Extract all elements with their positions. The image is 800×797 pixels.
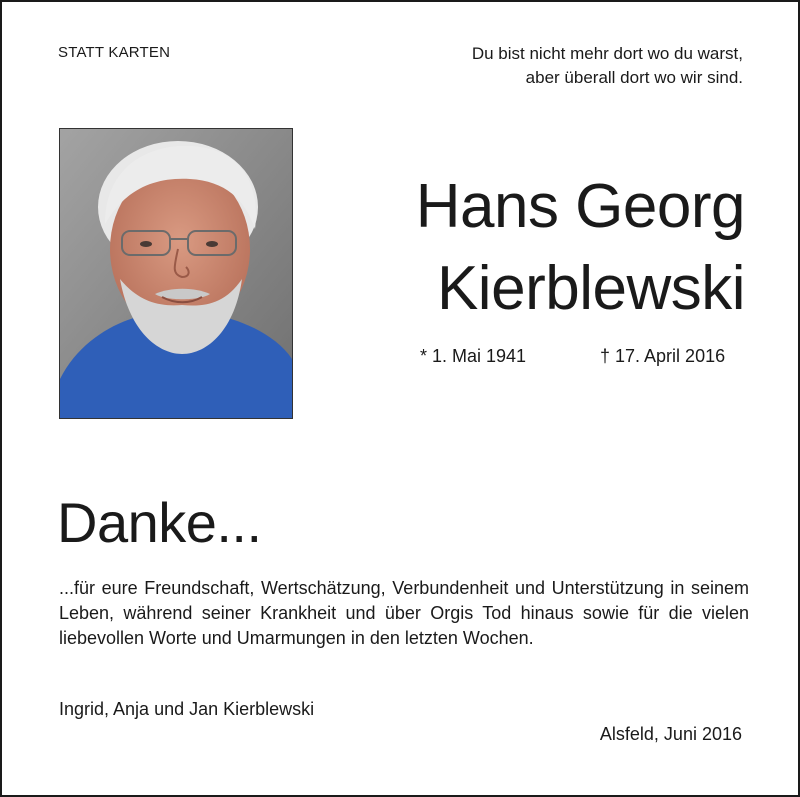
statt-karten-label: STATT KARTEN <box>58 44 171 61</box>
deceased-name <box>416 166 745 330</box>
thanks-body-text: ...für eure Freundschaft, Wertschätzung, Verbundenheit und Unterstützung in seinem Leben, während seiner Krankheit und über Orgis Tod hinaus sowie für die vielen liebevollen Worte und Umarmungen in den letzten Wochen. <box>59 578 749 648</box>
birth-date: * 1. Mai 1941 <box>420 346 527 366</box>
motto-line-2: aber überall dort wo wir sind. <box>525 68 743 87</box>
deceased-first-names: Hans Georg <box>415 172 745 241</box>
portrait-illustration <box>60 129 292 418</box>
portrait-photo <box>59 128 293 419</box>
place-and-date: Alsfeld, Juni 2016 <box>599 724 742 744</box>
motto-quote <box>472 42 743 90</box>
signers: Ingrid, Anja und Jan Kierblewski <box>59 699 315 719</box>
deceased-surname: Kierblewski <box>436 254 745 323</box>
thanks-heading: Danke... <box>57 491 262 554</box>
motto-line-1: Du bist nicht mehr dort wo du warst, <box>471 44 743 63</box>
death-date: † 17. April 2016 <box>600 346 726 366</box>
